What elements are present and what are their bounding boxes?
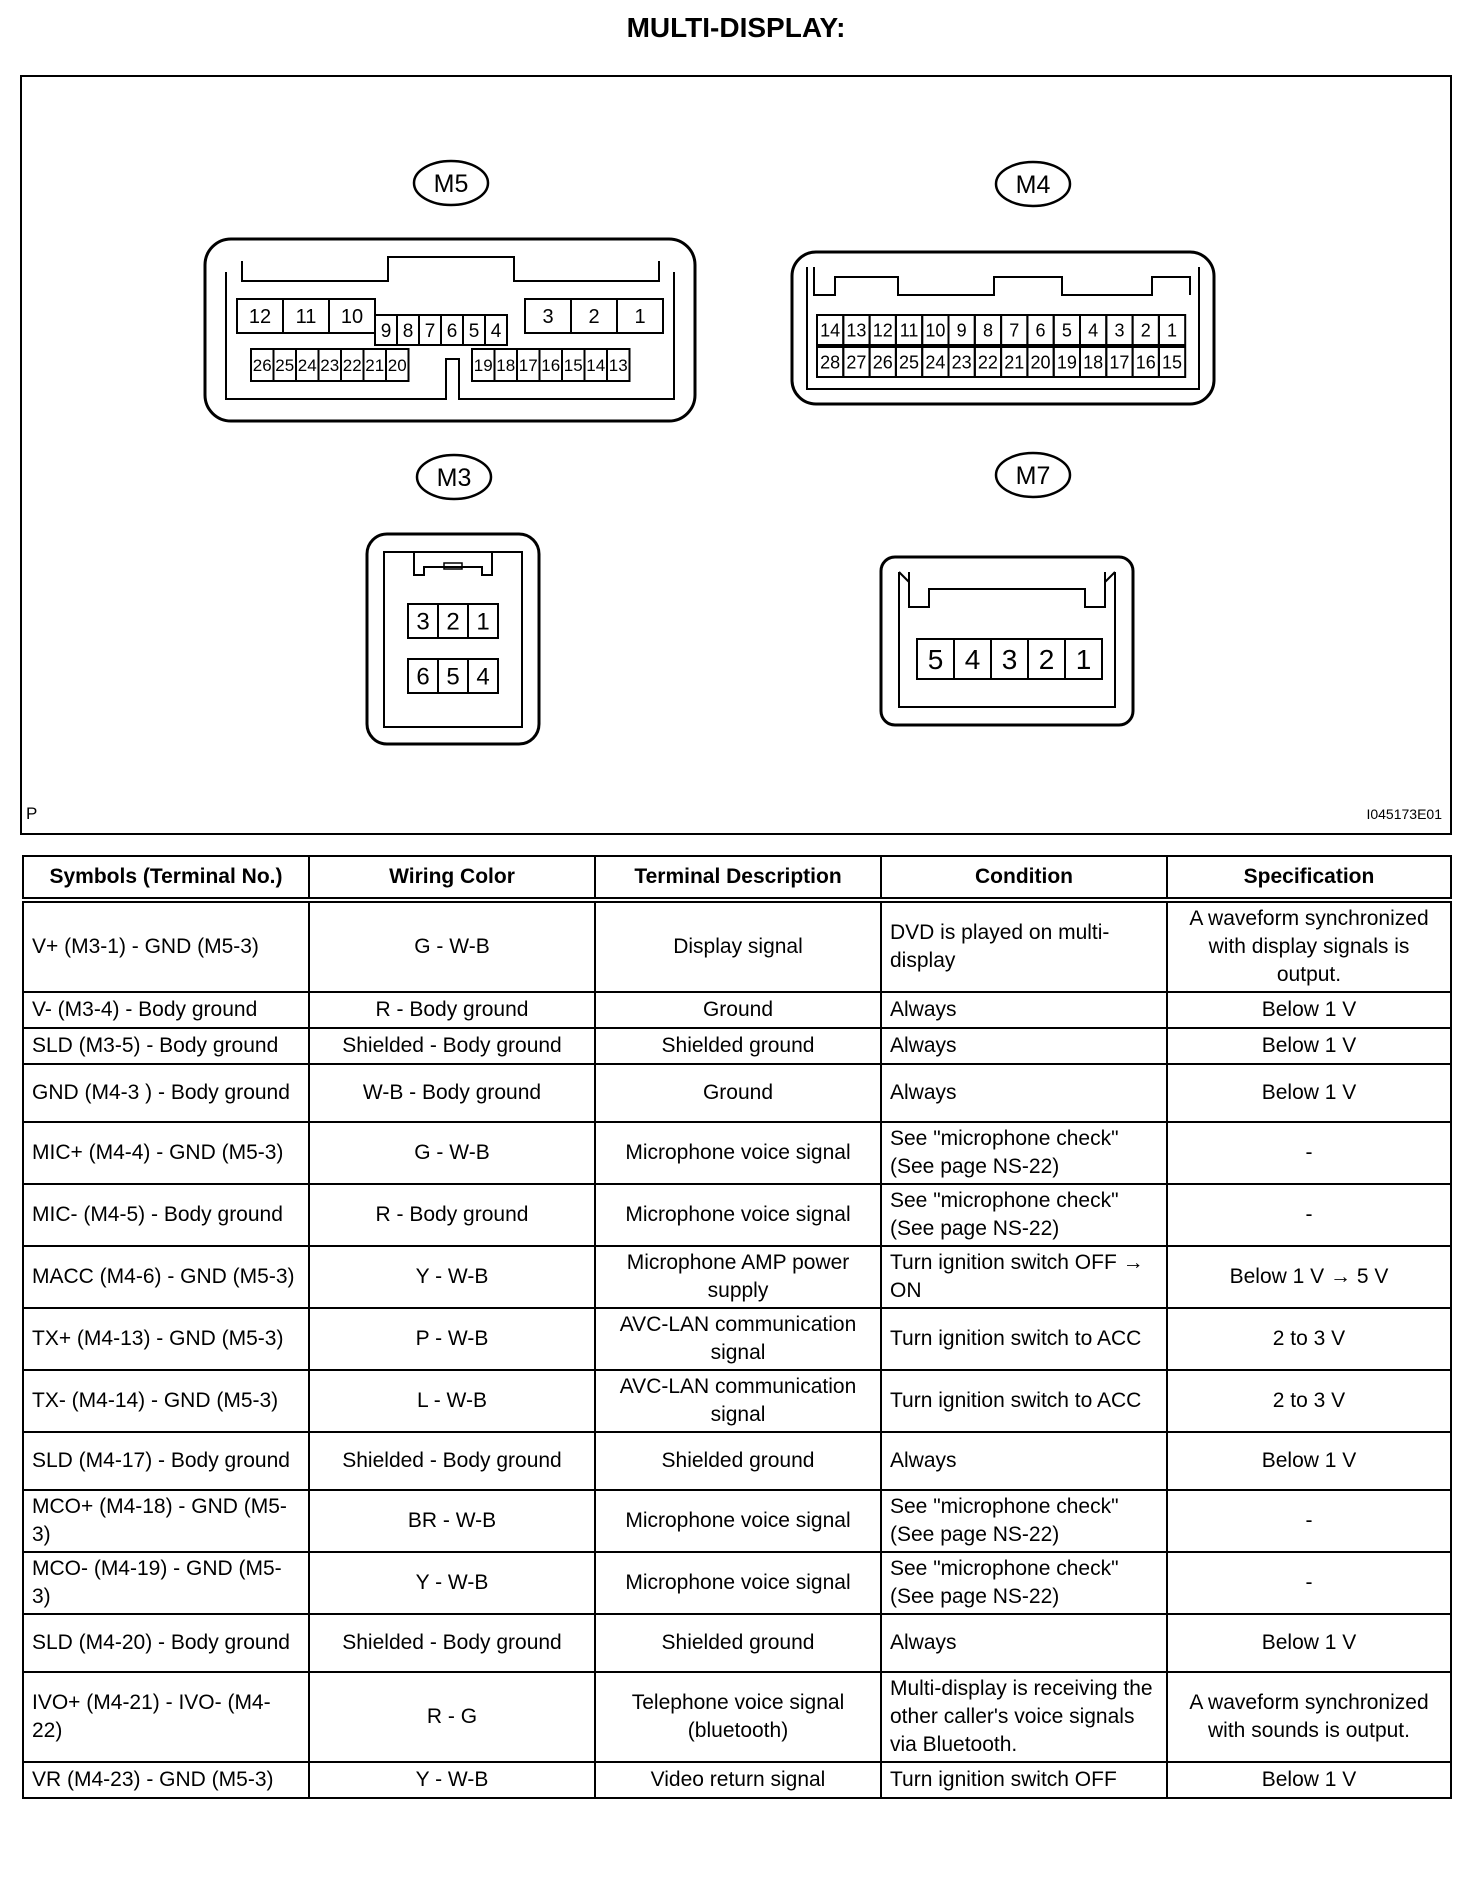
condition-cell: Turn ignition switch to ACC: [881, 1308, 1167, 1370]
connector-m7-label: M7: [1015, 462, 1051, 490]
condition-cell: Always: [881, 1432, 1167, 1490]
m4-pin-number: 23: [951, 352, 972, 373]
terminal-description-cell: AVC-LAN communication signal: [595, 1370, 881, 1432]
terminal-description-cell: AVC-LAN communication signal: [595, 1308, 881, 1370]
m4-pin-number: 9: [956, 320, 967, 341]
connector-m4: [792, 162, 1214, 404]
m5-pin-number: 15: [563, 356, 583, 376]
m7-pin-number: 2: [1038, 644, 1055, 676]
symbols-cell: GND (M4-3 ) - Body ground: [23, 1064, 309, 1122]
specification-cell: Below 1 V: [1167, 1432, 1451, 1490]
m4-pin-number: 22: [977, 352, 998, 373]
condition-cell: See "microphone check" (See page NS-22): [881, 1122, 1167, 1184]
symbols-cell: SLD (M3-5) - Body ground: [23, 1028, 309, 1064]
terminal-description-cell: Microphone voice signal: [595, 1552, 881, 1614]
m5-pin-number: 21: [365, 356, 385, 376]
table-row: [23, 992, 1451, 1028]
table-row: [23, 1432, 1451, 1490]
connector-m5: [205, 161, 695, 421]
m5-pin-number: 23: [320, 356, 340, 376]
symbols-cell: MIC+ (M4-4) - GND (M5-3): [23, 1122, 309, 1184]
m5-pin-number: 26: [252, 356, 272, 376]
m3-pin-number: 1: [476, 608, 490, 636]
table-row: [23, 1246, 1451, 1308]
m4-pin-number: 21: [1004, 352, 1025, 373]
connector-m3-pins: [408, 604, 498, 693]
m5-pin-number: 11: [295, 306, 317, 329]
wiring-color-cell: G - W-B: [309, 1122, 595, 1184]
connector-m7-pins: [917, 639, 1102, 679]
symbols-cell: MCO- (M4-19) - GND (M5-3): [23, 1552, 309, 1614]
m5-pin-number: 19: [473, 356, 493, 376]
m5-pin-number: 12: [248, 306, 272, 329]
m4-pin-number: 14: [820, 320, 841, 341]
wiring-color-cell: G - W-B: [309, 900, 595, 992]
specification-cell: -: [1167, 1184, 1451, 1246]
wiring-color-cell: R - G: [309, 1672, 595, 1762]
terminal-table: [22, 855, 1452, 1799]
m5-pin-number: 5: [468, 320, 480, 342]
condition-cell: Always: [881, 1064, 1167, 1122]
table-row: [23, 1184, 1451, 1246]
symbols-cell: MIC- (M4-5) - Body ground: [23, 1184, 309, 1246]
specification-cell: -: [1167, 1552, 1451, 1614]
m3-pin-number: 6: [416, 663, 430, 691]
symbols-cell: V+ (M3-1) - GND (M5-3): [23, 900, 309, 992]
condition-cell: Turn ignition switch to ACC: [881, 1370, 1167, 1432]
m4-pin-number: 18: [1083, 352, 1104, 373]
m4-pin-number: 6: [1035, 320, 1046, 341]
m4-pin-number: 13: [846, 320, 867, 341]
terminal-description-cell: Microphone AMP power supply: [595, 1246, 881, 1308]
symbols-cell: VR (M4-23) - GND (M5-3): [23, 1762, 309, 1798]
terminal-description-cell: Shielded ground: [595, 1028, 881, 1064]
table-row: [23, 1672, 1451, 1762]
m5-pin-number: 17: [518, 356, 538, 376]
m5-pin-number: 22: [342, 356, 362, 376]
symbols-cell: MACC (M4-6) - GND (M5-3): [23, 1246, 309, 1308]
specification-cell: 2 to 3 V: [1167, 1308, 1451, 1370]
header-condition: Condition: [881, 856, 1167, 900]
specification-cell: Below 1 V: [1167, 1028, 1451, 1064]
connector-m5-pins: [237, 299, 663, 381]
wiring-color-cell: R - Body ground: [309, 992, 595, 1028]
table-row: [23, 1552, 1451, 1614]
terminal-description-cell: Video return signal: [595, 1762, 881, 1798]
m4-pin-number: 17: [1109, 352, 1130, 373]
m7-pin-number: 1: [1075, 644, 1092, 676]
condition-cell: Always: [881, 992, 1167, 1028]
condition-cell: Always: [881, 1614, 1167, 1672]
m5-pin-number: 9: [380, 320, 392, 342]
wiring-color-cell: Y - W-B: [309, 1762, 595, 1798]
m5-pin-number: 16: [541, 356, 561, 376]
wiring-color-cell: BR - W-B: [309, 1490, 595, 1552]
wiring-color-cell: Shielded - Body ground: [309, 1614, 595, 1672]
specification-cell: A waveform synchronized with sounds is output.: [1167, 1672, 1451, 1762]
table-row: [23, 1614, 1451, 1672]
m4-pin-number: 8: [982, 320, 993, 341]
m5-pin-number: 3: [542, 306, 554, 329]
m4-pin-number: 12: [872, 320, 893, 341]
connector-m4-pins: [817, 315, 1185, 377]
terminal-description-cell: Shielded ground: [595, 1614, 881, 1672]
connector-m3-label: M3: [436, 464, 472, 492]
symbols-cell: V- (M3-4) - Body ground: [23, 992, 309, 1028]
header-symbols: Symbols (Terminal No.): [23, 856, 309, 900]
image-code: I045173E01: [1366, 806, 1442, 822]
m5-pin-number: 14: [586, 356, 606, 376]
m5-pin-number: 20: [387, 356, 407, 376]
connector-m7: [881, 453, 1133, 725]
terminal-description-cell: Microphone voice signal: [595, 1490, 881, 1552]
page-title: MULTI-DISPLAY:: [626, 12, 846, 43]
m3-pin-number: 3: [416, 608, 430, 636]
specification-cell: A waveform synchronized with display signals is output.: [1167, 900, 1451, 992]
condition-cell: See "microphone check" (See page NS-22): [881, 1552, 1167, 1614]
specification-cell: Below 1 V → 5 V: [1167, 1246, 1451, 1308]
wiring-color-cell: R - Body ground: [309, 1184, 595, 1246]
condition-cell: Multi-display is receiving the other caller's voice signals via Bluetooth.: [881, 1672, 1167, 1762]
wiring-color-cell: L - W-B: [309, 1370, 595, 1432]
wiring-color-cell: Y - W-B: [309, 1246, 595, 1308]
condition-cell: See "microphone check" (See page NS-22): [881, 1490, 1167, 1552]
m5-pin-number: 13: [608, 356, 628, 376]
m5-pin-number: 1: [634, 306, 646, 329]
m5-pin-number: 24: [297, 356, 317, 376]
connector-diagram: [20, 75, 1452, 835]
m4-pin-number: 24: [925, 352, 946, 373]
m4-pin-number: 11: [899, 320, 919, 341]
wiring-color-cell: Shielded - Body ground: [309, 1028, 595, 1064]
table-row: [23, 1490, 1451, 1552]
terminal-description-cell: Microphone voice signal: [595, 1122, 881, 1184]
wiring-color-cell: W-B - Body ground: [309, 1064, 595, 1122]
m3-pin-number: 5: [446, 663, 460, 691]
m5-pin-number: 6: [446, 320, 458, 342]
wiring-color-cell: Y - W-B: [309, 1552, 595, 1614]
m4-pin-number: 28: [820, 352, 841, 373]
table-row: [23, 1762, 1451, 1798]
m4-pin-number: 26: [872, 352, 893, 373]
m4-pin-number: 20: [1030, 352, 1051, 373]
terminal-description-cell: Microphone voice signal: [595, 1184, 881, 1246]
symbols-cell: IVO+ (M4-21) - IVO- (M4-22): [23, 1672, 309, 1762]
symbols-cell: SLD (M4-17) - Body ground: [23, 1432, 309, 1490]
m4-pin-number: 7: [1009, 320, 1020, 341]
connector-m3: [367, 455, 539, 744]
m4-pin-number: 3: [1114, 320, 1125, 341]
m4-pin-number: 1: [1167, 320, 1178, 341]
m3-pin-number: 2: [446, 608, 460, 636]
corner-mark: P: [26, 804, 38, 823]
symbols-cell: TX- (M4-14) - GND (M5-3): [23, 1370, 309, 1432]
table-row: [23, 1122, 1451, 1184]
m5-pin-number: 7: [424, 320, 436, 342]
connector-m5-label: M5: [433, 170, 469, 198]
condition-cell: See "microphone check" (See page NS-22): [881, 1184, 1167, 1246]
specification-cell: 2 to 3 V: [1167, 1370, 1451, 1432]
specification-cell: Below 1 V: [1167, 1614, 1451, 1672]
table-row: [23, 1370, 1451, 1432]
m4-pin-number: 16: [1135, 352, 1156, 373]
table-row: [23, 1064, 1451, 1122]
m4-pin-number: 2: [1140, 320, 1151, 341]
table-row: [23, 900, 1451, 992]
specification-cell: Below 1 V: [1167, 992, 1451, 1028]
m7-pin-number: 3: [1001, 644, 1018, 676]
symbols-cell: MCO+ (M4-18) - GND (M5-3): [23, 1490, 309, 1552]
symbols-cell: TX+ (M4-13) - GND (M5-3): [23, 1308, 309, 1370]
m7-pin-number: 5: [927, 644, 944, 676]
m5-pin-number: 4: [490, 320, 502, 342]
m5-pin-number: 25: [275, 356, 295, 376]
symbols-cell: SLD (M4-20) - Body ground: [23, 1614, 309, 1672]
table-header-row: [23, 856, 1451, 900]
terminal-description-cell: Shielded ground: [595, 1432, 881, 1490]
connector-diagram-canvas: [22, 77, 1450, 833]
table-body: [23, 900, 1451, 1798]
m4-pin-number: 4: [1088, 320, 1099, 341]
condition-cell: Turn ignition switch OFF: [881, 1762, 1167, 1798]
table-row: [23, 1028, 1451, 1064]
m4-pin-number: 19: [1056, 352, 1077, 373]
m7-pin-number: 4: [964, 644, 981, 676]
m5-pin-number: 8: [402, 320, 414, 342]
m3-pin-number: 4: [476, 663, 490, 691]
terminal-description-cell: Telephone voice signal (bluetooth): [595, 1672, 881, 1762]
header-wiring-color: Wiring Color: [309, 856, 595, 900]
header-specification: Specification: [1167, 856, 1451, 900]
m4-pin-number: 15: [1162, 352, 1183, 373]
specification-cell: Below 1 V: [1167, 1064, 1451, 1122]
specification-cell: -: [1167, 1122, 1451, 1184]
m4-pin-number: 25: [899, 352, 920, 373]
terminal-description-cell: Ground: [595, 1064, 881, 1122]
condition-cell: DVD is played on multi-display: [881, 900, 1167, 992]
wiring-color-cell: Shielded - Body ground: [309, 1432, 595, 1490]
m4-pin-number: 5: [1061, 320, 1072, 341]
m5-pin-number: 2: [588, 306, 600, 329]
m5-pin-number: 18: [496, 356, 516, 376]
specification-cell: Below 1 V: [1167, 1762, 1451, 1798]
connector-m4-label: M4: [1015, 171, 1051, 199]
terminal-description-cell: Display signal: [595, 900, 881, 992]
terminal-description-cell: Ground: [595, 992, 881, 1028]
specification-cell: -: [1167, 1490, 1451, 1552]
m4-pin-number: 27: [846, 352, 867, 373]
header-terminal-description: Terminal Description: [595, 856, 881, 900]
wiring-color-cell: P - W-B: [309, 1308, 595, 1370]
condition-cell: Always: [881, 1028, 1167, 1064]
condition-cell: Turn ignition switch OFF → ON: [881, 1246, 1167, 1308]
m5-pin-number: 10: [340, 306, 364, 329]
table-row: [23, 1308, 1451, 1370]
m4-pin-number: 10: [925, 320, 946, 341]
